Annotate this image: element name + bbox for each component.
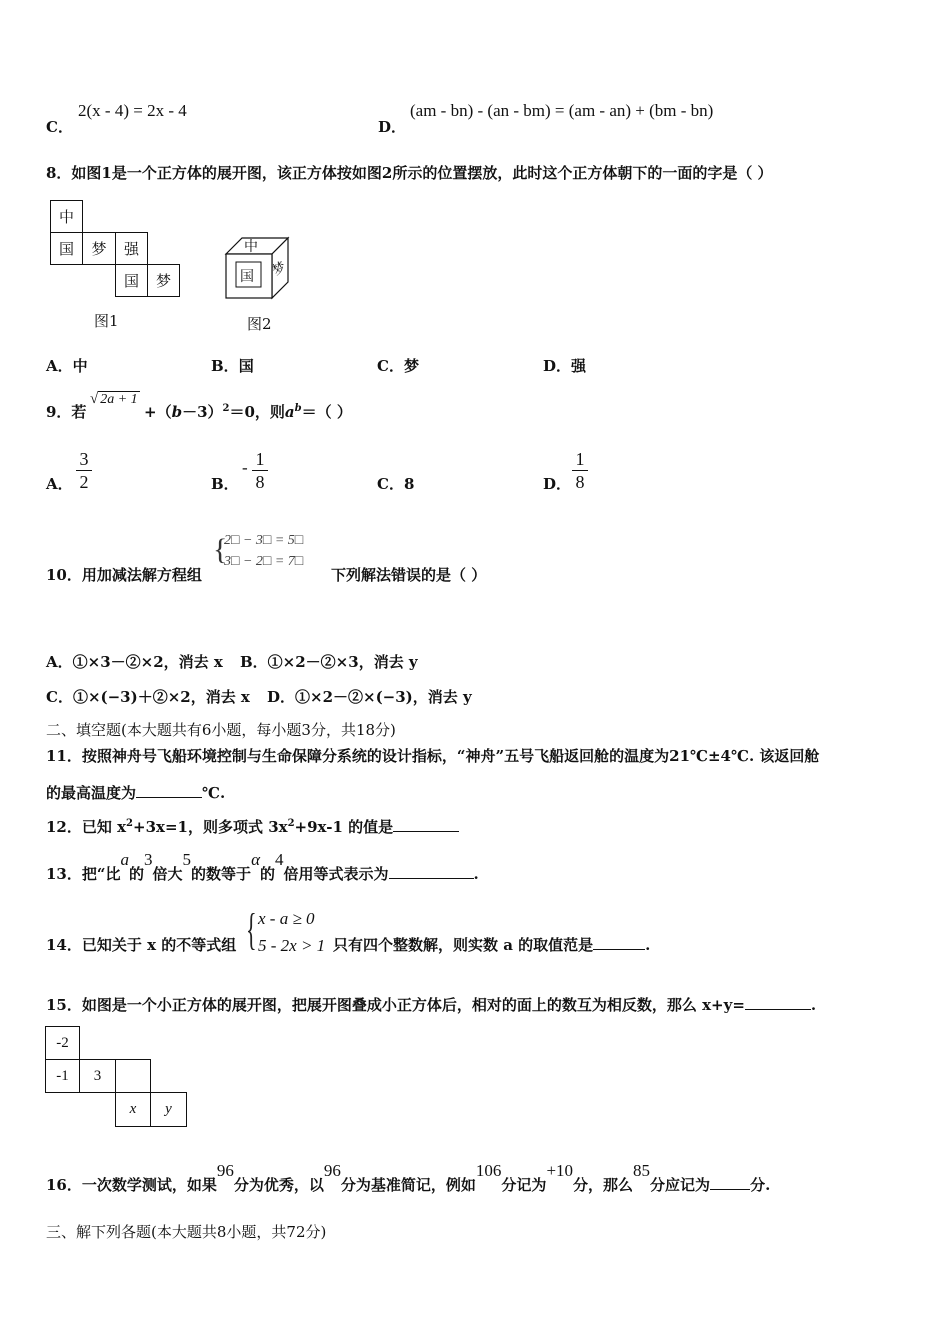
net-cell: 国 xyxy=(115,264,148,297)
q10-stem: 10．用加减法解方程组 xyxy=(46,566,202,584)
q10-option-a: A．①×3－②×2，消去 x xyxy=(46,653,223,671)
q8-option-b: B．国 xyxy=(211,357,254,375)
q10-option-c: C．①×(−3)＋②×2，消去 x xyxy=(46,688,250,706)
q8-figure2-caption: 图2 xyxy=(247,315,272,333)
q14-stem: 14．已知关于 x 的不等式组 xyxy=(46,936,237,954)
answer-blank[interactable] xyxy=(593,935,645,950)
q8-option-d: D．强 xyxy=(543,357,587,375)
net-cell xyxy=(115,1059,151,1093)
q7-option-c-expression: 2(x - 4) = 2x - 4 xyxy=(78,101,187,120)
q7-option-d-label: D． xyxy=(378,118,407,136)
cube-front-face: 国 xyxy=(240,269,254,285)
q8-option-a: A．中 xyxy=(46,357,88,375)
net-cell: 梦 xyxy=(147,264,180,297)
q10-option-d: D．①×2－②×(−3)，消去 y xyxy=(267,688,472,706)
q15-stem: 15．如图是一个小正方体的展开图，把展开图叠成小正方体后，相对的面上的数互为相反数，那么 x+y= . xyxy=(46,996,817,1014)
q14-brace: { xyxy=(246,905,257,954)
net-cell: 3 xyxy=(79,1059,116,1093)
q9-option-a-fraction: 3 2 xyxy=(76,449,92,492)
q8-stem: 8．如图1是一个正方体的展开图，该正方体按如图2所示的位置摆放，此时这个正方体朝下的一面的字是（ ） xyxy=(46,164,773,182)
answer-blank[interactable] xyxy=(745,995,811,1010)
q10-equation-2: 3□ − 2□ = 7□ xyxy=(224,554,304,569)
net-cell: x xyxy=(115,1092,151,1127)
net-cell: 国 xyxy=(50,232,83,265)
answer-blank[interactable] xyxy=(136,783,202,798)
q8-option-c: C．梦 xyxy=(377,357,419,375)
answer-blank[interactable] xyxy=(389,864,474,879)
q9-option-d-label: D． xyxy=(543,475,572,493)
q9-option-a-label: A． xyxy=(46,475,73,493)
q11-line-1: 11．按照神舟号飞船环境控制与生命保障分系统的设计指标，“神舟”五号飞船返回舱的温度为21℃±4℃. 该返回舱 xyxy=(46,747,820,765)
q10-tail: 下列解法错误的是（ ） xyxy=(331,566,487,584)
q9-equation: $+(b-3)^2=0$，则$a^b=$（ ） xyxy=(144,403,352,421)
q9-radical: √ 2a + 1 xyxy=(90,391,138,407)
q13-stem: 13．把“比a的3倍大5的数等于α的4倍用等式表示为 . xyxy=(46,850,479,883)
q11-line-2: 的最高温度为 ℃. xyxy=(46,784,226,802)
net-cell: 梦 xyxy=(82,232,116,265)
q9-option-c: C．8 xyxy=(377,475,415,493)
q8-figure1-caption: 图1 xyxy=(94,312,119,330)
net-cell: -2 xyxy=(45,1026,80,1060)
q10-brace: { xyxy=(213,533,228,566)
q14-inequality-2: 5 - 2x > 1 xyxy=(258,936,326,955)
q14-tail: 只有四个整数解，则实数 a 的取值范是 . xyxy=(333,936,651,954)
net-cell: 强 xyxy=(115,232,148,265)
net-cell: -1 xyxy=(45,1059,80,1093)
cube-side-face: 梦 xyxy=(270,259,289,279)
q12-stem: 12．已知 $x^2+3x=1$，则多项式 $3x^2+9x-1$ 的值是 xyxy=(46,816,459,837)
net-cell: 中 xyxy=(50,200,83,233)
net-cell: y xyxy=(150,1092,187,1127)
answer-blank[interactable] xyxy=(393,817,459,832)
section-3-heading: 三、解下列各题(本大题共8小题，共72分) xyxy=(46,1223,327,1241)
q7-option-d-expression: (am - bn) - (an - bm) = (am - an) + (bm - bn) xyxy=(410,101,714,120)
q10-option-b: B．①×2－②×3，消去 y xyxy=(240,653,418,671)
answer-blank[interactable] xyxy=(710,1175,750,1190)
q9-option-b-sign: - xyxy=(242,458,248,477)
q10-equation-1: 2□ − 3□ = 5□ xyxy=(224,533,304,548)
q14-inequality-1: x - a ≥ 0 xyxy=(258,909,315,928)
q7-option-c-label: C． xyxy=(46,118,73,136)
section-2-heading: 二、填空题(本大题共有6小题，每小题3分，共18分) xyxy=(46,721,396,739)
q9-option-b-label: B． xyxy=(211,475,239,493)
q9-option-d-fraction: 1 8 xyxy=(572,449,588,492)
q9-prefix: 9．若 xyxy=(46,403,87,421)
q9-option-b-fraction: 1 8 xyxy=(252,449,268,492)
cube-top-face: 中 xyxy=(244,239,258,255)
q16-stem: 16．一次数学测试，如果96分为优秀，以96分为基准简记，例如106分记为+10分，那么85分应记为 分. xyxy=(46,1161,771,1194)
